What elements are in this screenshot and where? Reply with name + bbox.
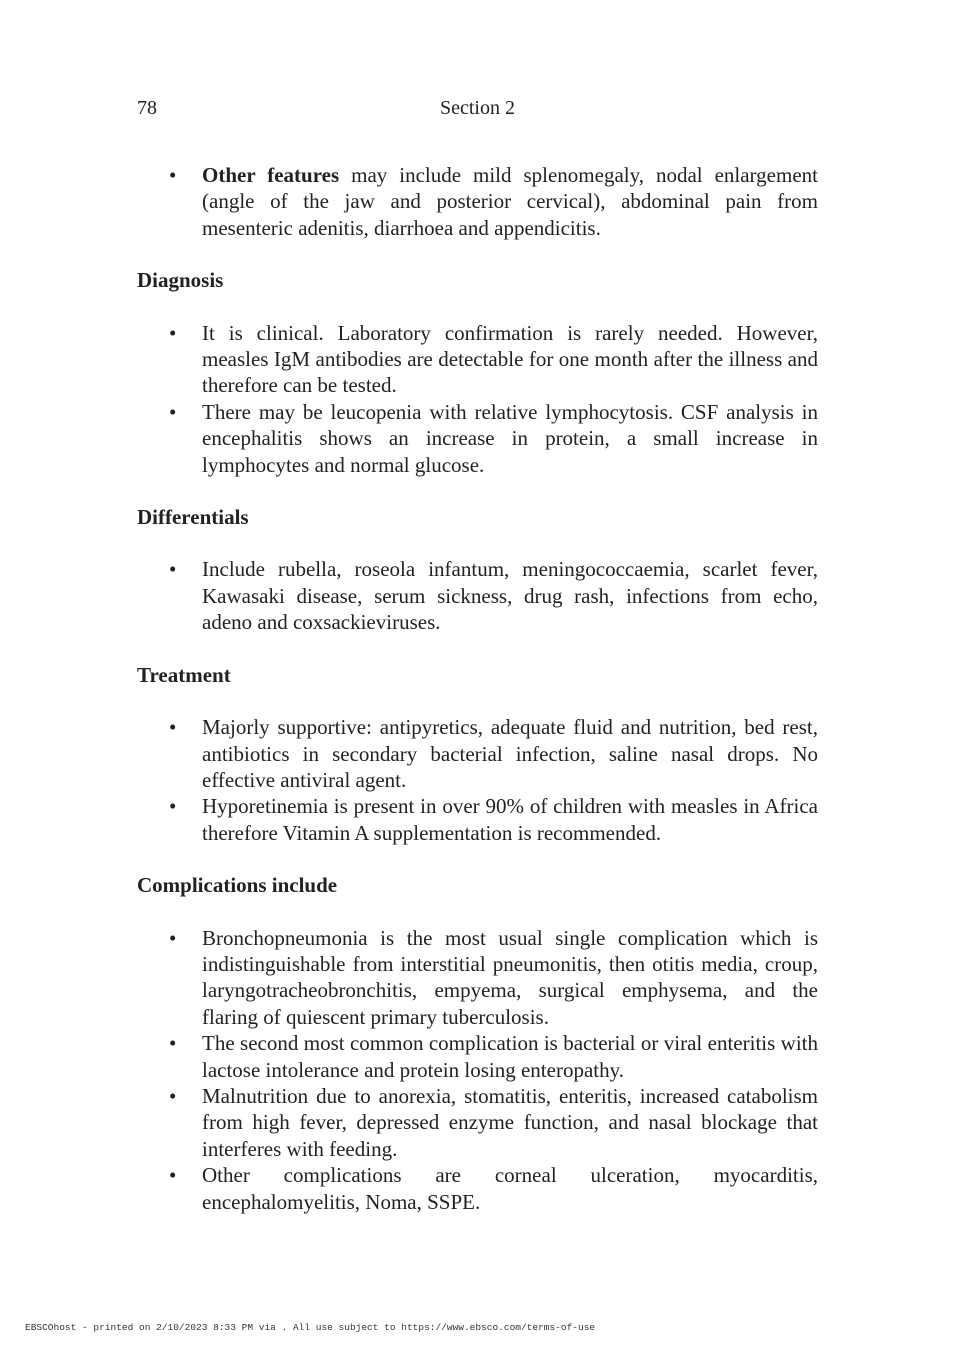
treatment-list: [137, 714, 818, 846]
print-footer: EBSCOhost - printed on 2/10/2023 8:33 PM via . All use subject to https://www.ebsco.com/terms-of-use: [25, 1322, 596, 1333]
diagnosis-list: [137, 320, 818, 478]
list-item-text: may include mild splenomegaly, nodal enlargement (angle of the jaw and posterior cervical), abdominal pain from mesenteric adenitis, diarrhoea and appendicitis.: [202, 163, 818, 240]
list-item: • Hyporetinemia is present in over 90% of children with measles in Africa therefore Vitamin A supplementation is recommended.: [137, 793, 818, 846]
list-item: • Other complications are corneal ulceration, myocarditis, encephalomyelitis, Noma, SSPE.: [137, 1162, 818, 1215]
lead-term: Other features: [202, 163, 340, 187]
list-item: [137, 162, 818, 241]
list-item: • Bronchopneumonia is the most usual single complication which is indistinguishable from interstitial pneumonitis, then otitis media, croup, laryngotracheobronchitis, empyema, surgical emphysema, and the flaring of quiescent primary tuberculosis.: [137, 925, 818, 1031]
differentials-list: [137, 556, 818, 635]
complications-list: [137, 925, 818, 1215]
page-number: 78: [137, 97, 157, 119]
list-item: • There may be leucopenia with relative lymphocytosis. CSF analysis in encephalitis shows an increase in protein, a small increase in lymphocytes and normal glucose.: [137, 399, 818, 478]
list-item: • The second most common complication is bacterial or viral enteritis with lactose intolerance and protein losing enteropathy.: [137, 1030, 818, 1083]
section-heading-diagnosis: Diagnosis: [137, 268, 224, 293]
page-body: [137, 162, 818, 1215]
list-item: • It is clinical. Laboratory confirmation is rarely needed. However, measles IgM antibodies are detectable for one month after the illness and therefore can be tested.: [137, 320, 818, 399]
section-heading-differentials: Differentials: [137, 505, 249, 530]
list-item: • Include rubella, roseola infantum, meningococcaemia, scarlet fever, Kawasaki disease, serum sickness, drug rash, infections from echo, adeno and coxsackieviruses.: [137, 556, 818, 635]
section-heading-treatment: Treatment: [137, 662, 231, 687]
section-heading-complications: Complications include: [137, 873, 338, 898]
list-item: • Majorly supportive: antipyretics, adequate fluid and nutrition, bed rest, antibiotics in secondary bacterial infection, saline nasal drops. No effective antiviral agent.: [137, 714, 818, 793]
list-item: • Malnutrition due to anorexia, stomatitis, enteritis, increased catabolism from high fever, depressed enzyme function, and nasal blockage that interferes with feeding.: [137, 1083, 818, 1162]
running-head: Section 2: [440, 97, 515, 119]
intro-list: [137, 162, 818, 241]
